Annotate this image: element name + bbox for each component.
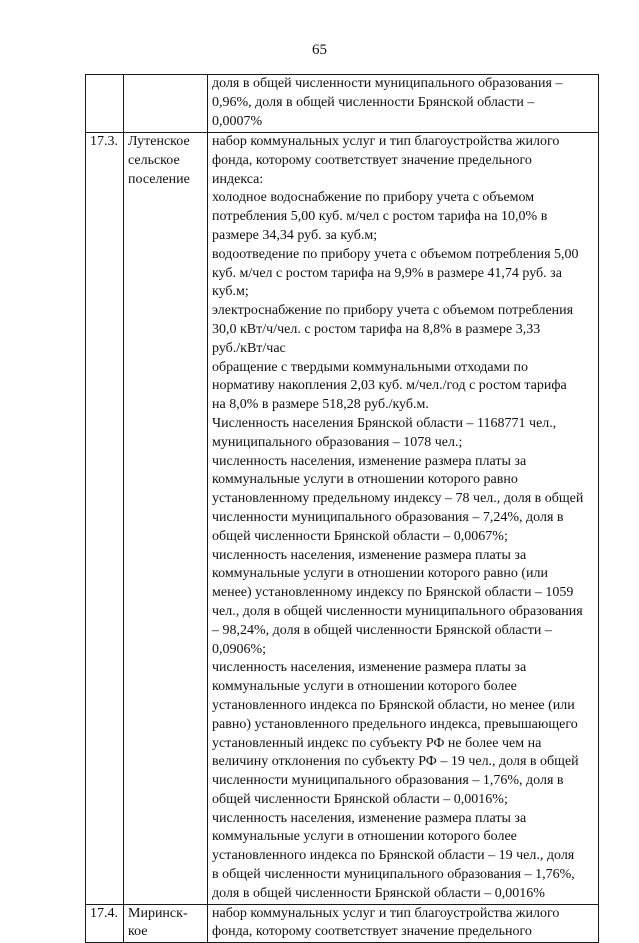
description-cell — [208, 75, 599, 133]
table-row — [86, 133, 599, 905]
description-line: Численность населения Брянской области – 1168771 чел., — [212, 415, 557, 431]
description-line: потребления 5,00 куб. м/чел с ростом тарифа на 10,0% в — [212, 209, 548, 225]
description-line: коммунальные услуги в отношении которого равно (или — [212, 566, 548, 582]
description-cell — [208, 133, 599, 905]
description-line: установленного индекса по Брянской области – 19 чел., доля — [212, 848, 575, 864]
description-line: холодное водоснабжение по прибору учета с объемом — [212, 190, 535, 206]
description-line: коммунальные услуги в отношении которого более — [212, 679, 517, 695]
description-line: обращение с твердыми коммунальными отходами по — [212, 359, 528, 375]
description-line: 0,0007% — [212, 113, 263, 129]
settlement-name-cell — [124, 75, 208, 133]
settlement-name-cell — [124, 133, 208, 905]
description-line: установленному предельному индексу – 78 чел., доля в общей — [212, 491, 584, 507]
description-line: в общей численности муниципального образования – 1,76%, — [212, 867, 575, 883]
description-line: численность населения, изменение размера платы за — [212, 453, 527, 469]
description-line: доля в общей численности Брянской области – 0,0016% — [212, 885, 545, 901]
description-line: набор коммунальных услуг и тип благоустройства жилого — [212, 134, 560, 149]
description-line: куб. м/чел с ростом тарифа на 9,9% в размере 41,74 руб. за — [212, 265, 562, 281]
settlement-name-line: Лутенское — [128, 134, 190, 149]
description-line: численность населения, изменение размера платы за — [212, 810, 527, 826]
description-line: численности муниципального образования – 7,24%, доля в — [212, 509, 564, 525]
settlement-name-line: поселение — [128, 171, 190, 187]
description-line: – 98,24%, доля в общей численности Брянской области – — [212, 622, 552, 638]
description-line: общей численности Брянской области – 0,0067%; — [212, 528, 508, 544]
description-line: индекса: — [212, 171, 264, 187]
description-line: набор коммунальных услуг и тип благоустройства жилого — [212, 905, 560, 921]
description-line: куб.м; — [212, 284, 249, 300]
row-number-cell — [86, 133, 124, 905]
description-line: менее) установленному индексу по Брянской области – 1059 — [212, 585, 574, 601]
page-number: 65 — [312, 42, 327, 58]
description-line: водоотведение по прибору учета с объемом потребления 5,00 — [212, 246, 579, 262]
description-line: фонда, которому соответствует значение предельного — [212, 152, 532, 168]
description-line: на 8,0% в размере 518,28 руб./куб.м. — [212, 397, 429, 413]
table-row — [86, 75, 599, 133]
description-line: установленный индекс по субъекту РФ не более чем на — [212, 735, 542, 751]
description-line: размере 34,34 руб. за куб.м; — [212, 227, 378, 243]
document-table — [85, 74, 599, 943]
description-line: установленного индекса по Брянской области, но менее (или — [212, 697, 575, 713]
description-line: муниципального образования – 1078 чел.; — [212, 434, 463, 450]
row-number-cell — [86, 75, 124, 133]
description-line: численность населения, изменение размера платы за — [212, 547, 527, 563]
description-line: нормативу накопления 2,03 куб. м/чел./год с ростом тарифа — [212, 378, 567, 394]
settlement-name-cell — [124, 904, 208, 943]
table-body — [86, 75, 599, 943]
description-line: коммунальные услуги в отношении которого равно — [212, 472, 518, 488]
description-line: 30,0 кВт/ч/чел. с ростом тарифа на 8,8% в размере 3,33 — [212, 321, 541, 337]
description-line: коммунальные услуги в отношении которого более — [212, 829, 517, 845]
row-number: 17.4. — [90, 905, 118, 921]
settlement-name-line: сельское — [128, 152, 180, 168]
description-line: чел., доля в общей численности муниципального образования — [212, 603, 583, 619]
settlement-name-line: кое — [128, 924, 148, 940]
description-line: электроснабжение по прибору учета с объемом потребления — [212, 303, 574, 319]
description-line: 0,96%, доля в общей численности Брянской области – — [212, 94, 535, 110]
description-line: равно) установленного предельного индекса, превышающего — [212, 716, 578, 732]
description-line: фонда, которому соответствует значение предельного — [212, 924, 532, 940]
description-line: руб./кВт/час — [212, 340, 286, 356]
description-line: доля в общей численности муниципального образования – — [212, 76, 563, 91]
description-cell — [208, 904, 599, 943]
settlement-name-line: Миринск- — [128, 905, 188, 921]
description-line: численность населения, изменение размера платы за — [212, 660, 527, 676]
description-line: 0,0906%; — [212, 641, 267, 657]
table-row — [86, 904, 599, 943]
row-number-cell — [86, 904, 124, 943]
description-line: общей численности Брянской области – 0,0016%; — [212, 791, 508, 807]
row-number: 17.3. — [90, 134, 118, 149]
description-line: величину отклонения по субъекту РФ – 19 чел., доля в общей — [212, 754, 579, 770]
description-line: численности муниципального образования – 1,76%, доля в — [212, 773, 564, 789]
